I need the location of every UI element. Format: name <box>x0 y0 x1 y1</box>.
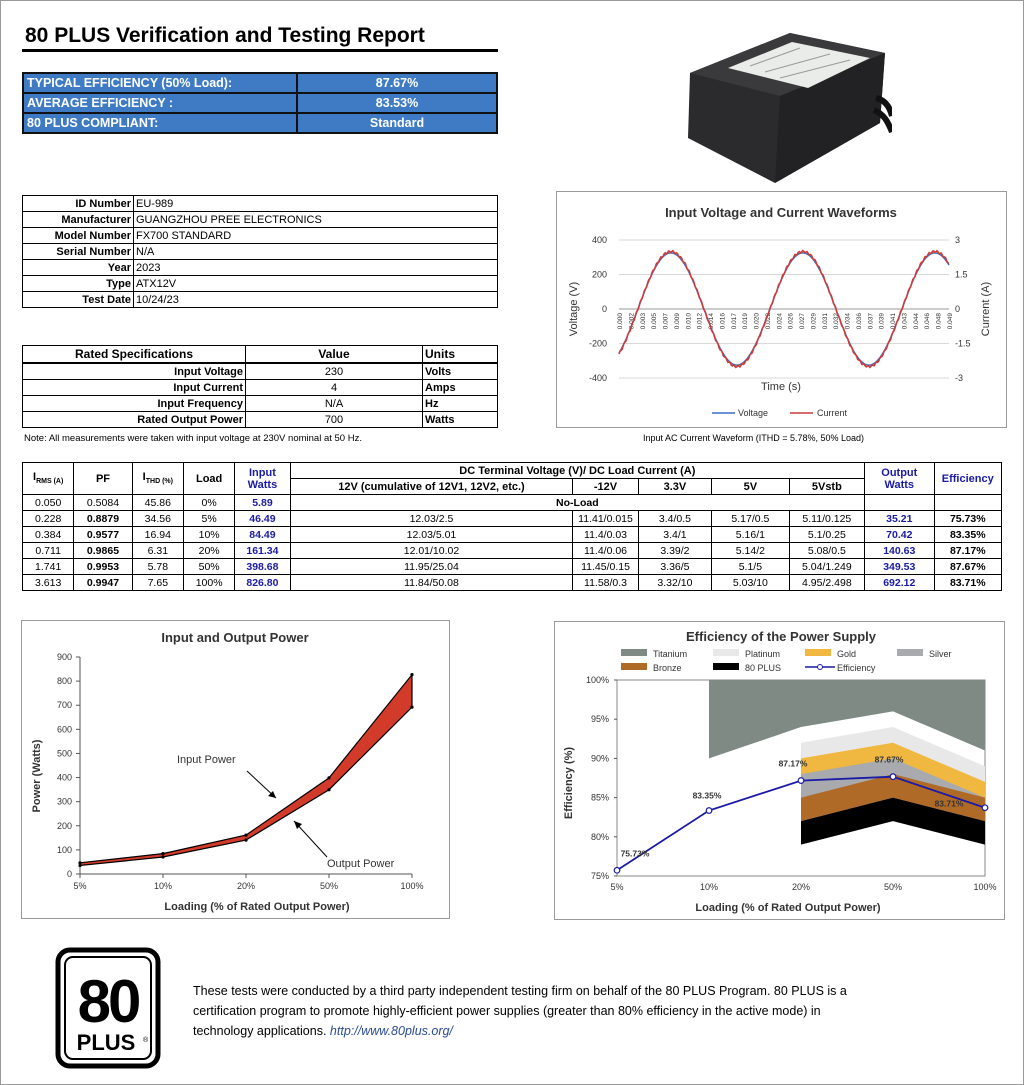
header-efficiency: Efficiency <box>934 463 1002 495</box>
xtick-label: 0.007 <box>662 313 670 330</box>
efficiency-point <box>798 778 804 784</box>
header-ithd: $I_{THD (\%)}$ <box>132 463 183 495</box>
identification-key: Test Date <box>23 292 134 308</box>
xtick-label: 0.048 <box>935 313 943 330</box>
xtick-label: 100% <box>400 881 424 891</box>
header-12v: 12V (cumulative of 12V1, 12V2, etc.) <box>290 479 573 495</box>
summary-table <box>22 72 498 134</box>
identification-row <box>23 292 498 308</box>
legend-platinum-label: Platinum <box>745 649 781 659</box>
identification-value: EU-989 <box>134 196 498 212</box>
legend-silver-label: Silver <box>929 649 952 659</box>
identification-value: 2023 <box>134 260 498 276</box>
efficiency-data-label: 83.35% <box>692 790 722 801</box>
ytick-label: -200 <box>588 338 607 349</box>
header-dc-group: DC Terminal Voltage (V)/ DC Load Current (A) <box>290 463 864 479</box>
legend-efficiency-label: Efficiency <box>837 663 876 673</box>
efficiency-ylabel: Efficiency (%) <box>563 746 575 820</box>
cell-eff: 83.71% <box>934 575 1002 591</box>
identification-key: ID Number <box>23 196 134 212</box>
summary-row <box>23 113 497 133</box>
efficiency-title: Efficiency of the Power Supply <box>686 629 876 644</box>
xtick-label: 0.032 <box>833 313 841 330</box>
ytick-label: 100 <box>56 844 72 855</box>
cell-v5sb: 5.1/0.25 <box>789 527 864 543</box>
identification-key: Year <box>23 260 134 276</box>
header-output-watts: Output Watts <box>865 463 934 495</box>
xtick-label: 0.009 <box>673 313 681 330</box>
identification-value: GUANGZHOU PREE ELECTRONICS <box>134 212 498 228</box>
legend-platinum-swatch <box>713 649 739 656</box>
cell-v5: 5.14/2 <box>712 543 789 559</box>
cell-v5sb: 5.11/0.125 <box>789 511 864 527</box>
y2tick-label: -3 <box>955 373 964 383</box>
cell-irms: 3.613 <box>23 575 74 591</box>
xtick-label: 0.027 <box>799 313 807 330</box>
waveform-title: Input Voltage and Current Waveforms <box>665 205 897 220</box>
efficiency-data-label: 75.73% <box>620 848 650 859</box>
ytick-label: 0 <box>66 869 72 879</box>
xtick-label: 0.041 <box>890 313 898 330</box>
ytick-label: 90% <box>590 753 609 764</box>
ytick-label: 95% <box>590 714 609 725</box>
identification-value: FX700 STANDARD <box>134 228 498 244</box>
point-output-power <box>244 838 247 841</box>
rated-row <box>23 412 498 428</box>
legend-titanium-swatch <box>621 649 647 656</box>
waveform-y2label: Current (A) <box>980 281 992 337</box>
waveform-grid <box>619 240 949 378</box>
point-output-power <box>410 706 413 709</box>
cell-load: 10% <box>183 527 234 543</box>
measurement-table <box>22 462 1002 591</box>
rated-row <box>23 396 498 412</box>
ytick-label: 500 <box>56 748 72 759</box>
cell-output-empty <box>865 495 934 511</box>
rated-unit: Amps <box>423 380 498 396</box>
cell-output: 140.63 <box>865 543 934 559</box>
logo-plus: PLUS <box>76 1030 136 1055</box>
rated-unit: Watts <box>423 412 498 428</box>
identification-key: Manufacturer <box>23 212 134 228</box>
xtick-label: 100% <box>973 882 997 892</box>
ytick-label: -400 <box>588 373 607 383</box>
rated-row <box>23 363 498 380</box>
legend-current-label: Current <box>817 408 848 418</box>
waveform-xticks <box>617 313 954 330</box>
rated-value: 4 <box>246 380 423 396</box>
cell-v12: 11.95/25.04 <box>290 559 573 575</box>
rated-header-value: Value <box>246 346 423 364</box>
point-output-power <box>78 864 81 867</box>
cell-ithd: 45.86 <box>132 495 183 511</box>
cell-output: 35.21 <box>865 511 934 527</box>
ytick-label: 100% <box>585 675 609 685</box>
point-output-power <box>327 788 330 791</box>
point-input-power <box>410 673 413 676</box>
rated-value: N/A <box>246 396 423 412</box>
waveform-chart <box>557 192 1006 427</box>
rated-spec: Input Frequency <box>23 396 246 412</box>
measurement-row <box>23 543 1002 559</box>
cell-input: 5.89 <box>235 495 290 511</box>
rated-header-spec: Rated Specifications <box>23 346 246 364</box>
measurement-note: Note: All measurements were taken with input voltage at 230V nominal at 50 Hz. <box>24 433 362 444</box>
xtick-label: 0.002 <box>628 313 636 330</box>
point-input-power <box>161 852 164 855</box>
header-m12v: -12V <box>573 479 638 495</box>
xtick-label: 0.010 <box>685 313 693 330</box>
ytick-label: 200 <box>591 269 607 280</box>
rated-spec: Input Current <box>23 380 246 396</box>
cell-pf: 0.8879 <box>74 511 132 527</box>
cell-irms: 0.384 <box>23 527 74 543</box>
identification-body <box>23 196 498 308</box>
efficiency-xlabel: Loading (% of Rated Output Power) <box>695 902 881 914</box>
xtick-label: 0.014 <box>708 313 716 330</box>
xtick-label: 5% <box>73 881 87 891</box>
identification-key: Type <box>23 276 134 292</box>
rated-unit: Hz <box>423 396 498 412</box>
identification-row <box>23 228 498 244</box>
legend-80-plus-swatch <box>713 663 739 670</box>
cell-pf: 0.9953 <box>74 559 132 575</box>
efficiency-chart <box>555 622 1004 919</box>
legend-gold-label: Gold <box>837 649 857 659</box>
annotation-input-power: Input Power <box>177 754 236 766</box>
rated-spec: Input Voltage <box>23 363 246 380</box>
cell-v12: 12.01/10.02 <box>290 543 573 559</box>
rated-value: 700 <box>246 412 423 428</box>
power-chart <box>22 621 449 918</box>
legend-bronze-label: Bronze <box>653 663 682 673</box>
ytick-label: 80% <box>590 831 609 842</box>
xtick-label: 0.044 <box>912 313 920 330</box>
cell-pf: 0.5084 <box>74 495 132 511</box>
cell-v5sb: 5.08/0.5 <box>789 543 864 559</box>
xtick-label: 50% <box>319 881 339 891</box>
xtick-label: 0.012 <box>696 313 704 330</box>
power-ylabel: Power (Watts) <box>31 739 43 813</box>
legend-titanium-label: Titanium <box>653 649 688 659</box>
rated-row <box>23 380 498 396</box>
cell-v12: 12.03/2.5 <box>290 511 573 527</box>
cell-irms: 0.228 <box>23 511 74 527</box>
cell-vm12: 11.4/0.03 <box>573 527 638 543</box>
cell-v5sb: 4.95/2.498 <box>789 575 864 591</box>
identification-value: 10/24/23 <box>134 292 498 308</box>
efficiency-point <box>890 774 896 780</box>
xtick-label: 10% <box>153 881 173 891</box>
summary-label: TYPICAL EFFICIENCY (50% Load): <box>23 73 297 93</box>
xtick-label: 0.026 <box>787 313 795 330</box>
cell-vm12: 11.45/0.15 <box>573 559 638 575</box>
point-input-power <box>244 833 247 836</box>
y2tick-label: -1.5 <box>955 338 971 349</box>
xtick-label: 5% <box>610 882 624 892</box>
power-xlabel: Loading (% of Rated Output Power) <box>164 901 350 913</box>
waveform-ylabel: Voltage (V) <box>568 281 580 337</box>
efficiency-legend <box>621 649 952 673</box>
efficiency-bands <box>709 680 985 845</box>
cell-load: 5% <box>183 511 234 527</box>
legend-gold-swatch <box>805 649 831 656</box>
y2tick-label: 3 <box>955 235 961 245</box>
measurement-body <box>23 511 1002 591</box>
identification-row <box>23 276 498 292</box>
identification-table <box>22 195 498 308</box>
ytick-label: 800 <box>56 676 72 687</box>
xtick-label: 50% <box>883 882 903 892</box>
identification-key: Serial Number <box>23 244 134 260</box>
cell-vm12: 11.58/0.3 <box>573 575 638 591</box>
xtick-label: 0.034 <box>844 313 852 330</box>
efficiency-data-label: 87.67% <box>874 754 904 765</box>
y2tick-label: 1.5 <box>955 269 968 280</box>
cell-load: 100% <box>183 575 234 591</box>
identification-row <box>23 244 498 260</box>
ytick-label: 600 <box>56 724 72 735</box>
cell-eff-empty <box>934 495 1002 511</box>
xtick-label: 0.031 <box>821 313 829 330</box>
cell-eff: 87.17% <box>934 543 1002 559</box>
psu-photo <box>680 28 892 188</box>
waveform-chart-box <box>556 191 1007 428</box>
xtick-label: 0.046 <box>924 313 932 330</box>
ytick-label: 300 <box>56 796 72 807</box>
cell-v33: 3.32/10 <box>638 575 711 591</box>
cell-input: 46.49 <box>235 511 290 527</box>
cell-load: 20% <box>183 543 234 559</box>
header-5v: 5V <box>712 479 789 495</box>
cell-output: 349.53 <box>865 559 934 575</box>
cell-v12: 11.84/50.08 <box>290 575 573 591</box>
point-input-power <box>327 776 330 779</box>
footer-link[interactable]: http://www.80plus.org/ <box>329 1024 453 1038</box>
cell-v5: 5.16/1 <box>712 527 789 543</box>
power-gap-area <box>80 675 412 866</box>
cell-v5sb: 5.04/1.249 <box>789 559 864 575</box>
cell-v5: 5.1/5 <box>712 559 789 575</box>
power-axes <box>57 652 424 891</box>
waveform-y2ticks <box>955 235 971 383</box>
logo-registered: ® <box>143 1037 149 1044</box>
ytick-label: 200 <box>56 820 72 831</box>
power-plot <box>78 673 413 867</box>
measurement-row <box>23 511 1002 527</box>
rated-value: 230 <box>246 363 423 380</box>
xtick-label: 0.005 <box>651 313 659 330</box>
xtick-label: 0.049 <box>947 313 954 330</box>
cell-eff: 75.73% <box>934 511 1002 527</box>
header-5vstb: 5Vstb <box>789 479 864 495</box>
cell-pf: 0.9577 <box>74 527 132 543</box>
xtick-label: 0.017 <box>730 313 738 330</box>
identification-row <box>23 260 498 276</box>
footer-description: These tests were conducted by a third party independent testing firm on behalf of the 80 PLUS Program. 80 PLUS is a certification program to promote highly-efficient power supplies (greater than 80% efficiency in the active mode) in technology applications. <box>193 984 847 1038</box>
cell-output: 70.42 <box>865 527 934 543</box>
point-output-power <box>161 855 164 858</box>
cell-eff: 83.35% <box>934 527 1002 543</box>
efficiency-point <box>982 805 988 811</box>
header-33v: 3.3V <box>638 479 711 495</box>
legend-80-plus-label: 80 PLUS <box>745 663 782 673</box>
cell-ithd: 6.31 <box>132 543 183 559</box>
summary-row <box>23 73 497 93</box>
identification-row <box>23 212 498 228</box>
annotation-output-power: Output Power <box>327 858 395 870</box>
noload-label: No-Load <box>290 495 864 511</box>
ytick-label: 0 <box>601 304 607 314</box>
cell-vm12: 11.41/0.015 <box>573 511 638 527</box>
legend-voltage-label: Voltage <box>738 408 769 418</box>
rated-header-units: Units <box>423 346 498 364</box>
identification-row <box>23 196 498 212</box>
cell-v12: 12.03/5.01 <box>290 527 573 543</box>
rated-body <box>23 363 498 428</box>
xtick-label: 10% <box>699 882 719 892</box>
cell-irms: 1.741 <box>23 559 74 575</box>
report-title: 80 PLUS Verification and Testing Report <box>25 24 425 47</box>
xtick-label: 0.020 <box>753 313 761 330</box>
noload-row <box>23 495 1002 511</box>
cell-pf: 0.9947 <box>74 575 132 591</box>
waveform-yticks <box>589 235 607 383</box>
measurement-row <box>23 575 1002 591</box>
cell-output: 692.12 <box>865 575 934 591</box>
summary-value: 87.67% <box>297 73 497 93</box>
cell-ithd: 7.65 <box>132 575 183 591</box>
measurement-header-row <box>23 463 1002 479</box>
identification-value: ATX12V <box>134 276 498 292</box>
measurement-row <box>23 527 1002 543</box>
cell-eff: 87.67% <box>934 559 1002 575</box>
xtick-label: 20% <box>791 882 811 892</box>
ytick-label: 85% <box>590 792 609 803</box>
identification-key: Model Number <box>23 228 134 244</box>
header-input-watts: Input Watts <box>235 463 290 495</box>
xtick-label: 0.022 <box>764 313 772 330</box>
cell-input: 826.80 <box>235 575 290 591</box>
cell-input: 161.34 <box>235 543 290 559</box>
summary-value: 83.53% <box>297 93 497 113</box>
rated-spec-table <box>22 345 498 428</box>
ytick-label: 700 <box>56 700 72 711</box>
measurement-row <box>23 559 1002 575</box>
xtick-label: 0.024 <box>776 313 784 330</box>
summary-value: Standard <box>297 113 497 133</box>
header-load: Load <box>183 463 234 495</box>
xtick-label: 0.000 <box>617 313 624 330</box>
efficiency-data-label: 83.71% <box>934 798 964 809</box>
header-irms: $I_{RMS (A)}$ <box>23 463 74 495</box>
cell-irms: 0.711 <box>23 543 74 559</box>
cell-ithd: 34.56 <box>132 511 183 527</box>
legend-efficiency-marker <box>818 665 823 670</box>
xtick-label: 0.019 <box>742 313 750 330</box>
summary-row <box>23 93 497 113</box>
footer-text <box>193 981 873 1041</box>
cell-ithd: 16.94 <box>132 527 183 543</box>
efficiency-point <box>706 808 712 814</box>
legend-bronze-swatch <box>621 663 647 670</box>
xtick-label: 0.016 <box>719 313 727 330</box>
cell-input: 398.68 <box>235 559 290 575</box>
summary-label: AVERAGE EFFICIENCY : <box>23 93 297 113</box>
ytick-label: 400 <box>56 772 72 783</box>
efficiency-point <box>614 867 620 873</box>
rated-spec: Rated Output Power <box>23 412 246 428</box>
efficiency-chart-box <box>554 621 1005 920</box>
xtick-label: 0.003 <box>639 313 647 330</box>
80plus-logo <box>55 947 161 1069</box>
y2tick-label: 0 <box>955 304 961 314</box>
cell-v33: 3.36/5 <box>638 559 711 575</box>
cell-irms: 0.050 <box>23 495 74 511</box>
waveform-caption: Input AC Current Waveform (ITHD = 5.78%, 50% Load) <box>643 433 865 443</box>
xtick-label: 0.039 <box>878 313 886 330</box>
power-title: Input and Output Power <box>161 630 309 645</box>
waveform-xlabel: Time (s) <box>761 381 801 393</box>
identification-value: N/A <box>134 244 498 260</box>
power-chart-box <box>21 620 450 919</box>
xtick-label: 0.029 <box>810 313 818 330</box>
cell-v33: 3.39/2 <box>638 543 711 559</box>
cell-pf: 0.9865 <box>74 543 132 559</box>
rated-unit: Volts <box>423 363 498 380</box>
header-pf: PF <box>74 463 132 495</box>
cell-ithd: 5.78 <box>132 559 183 575</box>
ytick-label: 75% <box>590 871 609 881</box>
summary-label: 80 PLUS COMPLIANT: <box>23 113 297 133</box>
cell-v5: 5.17/0.5 <box>712 511 789 527</box>
title-rule <box>22 49 498 52</box>
xtick-label: 20% <box>236 881 256 891</box>
cell-vm12: 11.4/0.06 <box>573 543 638 559</box>
rated-header-row <box>23 346 498 364</box>
cell-input: 84.49 <box>235 527 290 543</box>
ytick-label: 400 <box>591 235 607 245</box>
cell-load: 0% <box>183 495 234 511</box>
efficiency-data-label: 87.17% <box>778 758 808 769</box>
cell-v5: 5.03/10 <box>712 575 789 591</box>
cell-v33: 3.4/1 <box>638 527 711 543</box>
cell-load: 50% <box>183 559 234 575</box>
cell-v33: 3.4/0.5 <box>638 511 711 527</box>
xtick-label: 0.043 <box>901 313 909 330</box>
legend-silver-swatch <box>897 649 923 656</box>
xtick-label: 0.036 <box>855 313 863 330</box>
xtick-label: 0.037 <box>867 313 875 330</box>
logo-80: 80 <box>77 968 139 1035</box>
ytick-label: 900 <box>56 652 72 662</box>
